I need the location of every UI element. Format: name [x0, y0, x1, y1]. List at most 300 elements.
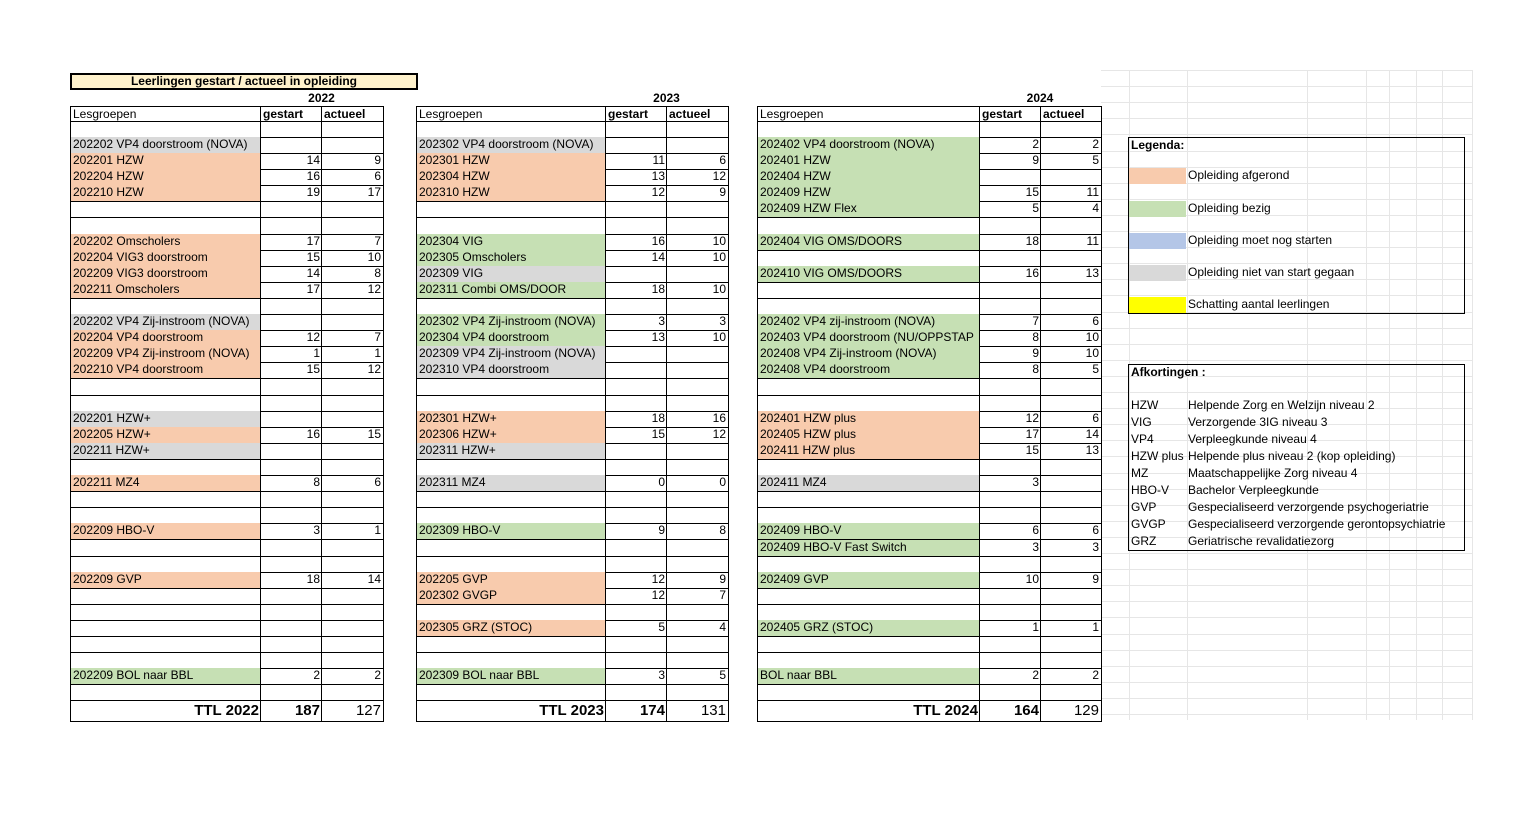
empty-cell — [260, 298, 322, 315]
gestart-cell — [605, 266, 667, 283]
gestart-cell: 16 — [979, 266, 1041, 283]
empty-cell — [260, 395, 322, 412]
actueel-cell: 10 — [1040, 330, 1102, 347]
abbr-meaning: Maatschappelijke Zorg niveau 4 — [1188, 466, 1358, 480]
grid-row-line — [1101, 360, 1473, 361]
grid-row-line — [1101, 617, 1473, 618]
year-header: 2023 — [653, 91, 680, 105]
gestart-cell: 12 — [260, 330, 322, 347]
gestart-cell — [260, 314, 322, 331]
empty-cell — [979, 121, 1041, 138]
empty-cell — [757, 395, 980, 412]
empty-cell — [605, 636, 667, 653]
sheet-title: Leerlingen gestart / actueel in opleiding — [70, 73, 418, 90]
grid-row-line — [1101, 569, 1473, 570]
empty-cell — [321, 201, 384, 218]
lesgroep-cell: 202305 GRZ (STOC) — [416, 620, 606, 637]
actueel-cell: 1 — [321, 346, 384, 363]
gestart-cell — [260, 443, 322, 460]
empty-cell — [70, 636, 261, 653]
empty-cell — [321, 379, 384, 396]
empty-cell — [757, 250, 980, 267]
empty-cell — [321, 604, 384, 621]
grid-row-line — [1101, 714, 1473, 715]
empty-cell — [666, 218, 729, 235]
year-header: 2022 — [308, 91, 335, 105]
empty-cell — [1040, 507, 1102, 524]
empty-cell — [605, 298, 667, 315]
gestart-cell: 3 — [979, 475, 1041, 492]
gestart-cell — [605, 362, 667, 379]
legend-label: Opleiding niet van start gegaan — [1188, 265, 1355, 279]
lesgroep-cell: 202402 VP4 zij-instroom (NOVA) — [757, 314, 980, 331]
empty-cell — [260, 507, 322, 524]
abbr-code: GRZ — [1131, 534, 1157, 548]
lesgroep-cell: 202202 VP4 doorstroom (NOVA) — [70, 137, 261, 154]
actueel-cell: 10 — [666, 330, 729, 347]
lesgroep-cell: 202409 HZW Flex — [757, 201, 980, 218]
actueel-cell — [321, 411, 384, 428]
empty-cell — [1040, 588, 1102, 605]
actueel-cell: 12 — [666, 427, 729, 444]
empty-cell — [757, 379, 980, 396]
lesgroep-cell: 202311 HZW+ — [416, 443, 606, 460]
gestart-cell: 14 — [260, 153, 322, 170]
empty-cell — [416, 459, 606, 476]
lesgroep-cell: 202310 VP4 doorstroom — [416, 362, 606, 379]
gestart-cell: 8 — [260, 475, 322, 492]
empty-cell — [416, 556, 606, 573]
empty-cell — [757, 652, 980, 669]
lesgroep-cell: 202202 VP4 Zij-instroom (NOVA) — [70, 314, 261, 331]
gestart-cell: 12 — [605, 185, 667, 202]
gestart-cell: 8 — [979, 330, 1041, 347]
actueel-cell: 10 — [666, 282, 729, 299]
empty-cell — [321, 218, 384, 235]
gestart-cell: 14 — [260, 266, 322, 283]
lesgroep-cell: 202309 HBO-V — [416, 523, 606, 540]
abbr-meaning: Helpende Zorg en Welzijn niveau 2 — [1188, 398, 1375, 412]
legend-swatch — [1129, 297, 1186, 313]
actueel-cell: 8 — [666, 523, 729, 540]
lesgroep-cell: 202309 VP4 Zij-instroom (NOVA) — [416, 346, 606, 363]
total-actueel: 131 — [666, 701, 729, 722]
empty-cell — [260, 684, 322, 701]
gestart-cell: 13 — [605, 169, 667, 186]
empty-cell — [1040, 379, 1102, 396]
lesgroep-cell: 202411 HZW plus — [757, 443, 980, 460]
empty-cell — [979, 459, 1041, 476]
empty-cell — [321, 652, 384, 669]
grid-row-line — [1101, 698, 1473, 699]
empty-cell — [70, 684, 261, 701]
empty-cell — [70, 540, 261, 557]
gestart-cell — [979, 169, 1041, 186]
gestart-cell: 3 — [605, 314, 667, 331]
empty-cell — [666, 684, 729, 701]
actueel-cell — [321, 137, 384, 154]
abbr-code: VIG — [1131, 415, 1152, 429]
empty-cell — [757, 556, 980, 573]
empty-cell — [70, 379, 261, 396]
gestart-cell: 0 — [605, 475, 667, 492]
legend-swatch — [1129, 265, 1186, 281]
lesgroep-cell: 202409 HBO-V Fast Switch — [757, 540, 980, 557]
actueel-cell — [1040, 475, 1102, 492]
actueel-cell: 17 — [321, 185, 384, 202]
actueel-cell: 9 — [1040, 572, 1102, 589]
total-label: TTL 2022 — [70, 701, 261, 722]
empty-cell — [605, 556, 667, 573]
empty-cell — [260, 556, 322, 573]
empty-cell — [757, 588, 980, 605]
empty-cell — [416, 636, 606, 653]
lesgroep-cell: 202411 MZ4 — [757, 475, 980, 492]
lesgroep-cell: 202311 Combi OMS/DOOR — [416, 282, 606, 299]
actueel-cell: 6 — [666, 153, 729, 170]
empty-cell — [260, 652, 322, 669]
gestart-cell: 15 — [260, 362, 322, 379]
gestart-cell: 15 — [979, 443, 1041, 460]
gestart-cell: 17 — [260, 282, 322, 299]
actueel-cell — [321, 443, 384, 460]
empty-cell — [757, 491, 980, 508]
grid-row-line — [1101, 553, 1473, 554]
actueel-cell: 14 — [321, 572, 384, 589]
actueel-cell — [666, 266, 729, 283]
lesgroep-cell: 202302 GVGP — [416, 588, 606, 605]
legend-label: Schatting aantal leerlingen — [1188, 297, 1330, 311]
empty-cell — [321, 620, 384, 637]
empty-cell — [321, 298, 384, 315]
lesgroep-cell: 202210 VP4 doorstroom — [70, 362, 261, 379]
lesgroep-cell: 202204 HZW — [70, 169, 261, 186]
gestart-cell — [260, 137, 322, 154]
actueel-cell: 8 — [321, 266, 384, 283]
actueel-cell — [1040, 169, 1102, 186]
grid-row-line — [1101, 650, 1473, 651]
gestart-cell: 6 — [979, 523, 1041, 540]
year-header: 2024 — [1026, 91, 1054, 105]
empty-cell — [605, 652, 667, 669]
empty-cell — [979, 556, 1041, 573]
lesgroep-cell: 202304 VP4 doorstroom — [416, 330, 606, 347]
actueel-cell: 11 — [1040, 234, 1102, 251]
gestart-cell: 3 — [605, 668, 667, 685]
actueel-cell: 9 — [321, 153, 384, 170]
actueel-cell — [666, 346, 729, 363]
grid-row-line — [1101, 118, 1473, 119]
empty-cell — [70, 491, 261, 508]
gestart-cell: 7 — [979, 314, 1041, 331]
empty-cell — [666, 379, 729, 396]
total-actueel: 127 — [321, 701, 384, 722]
abbr-code: HZW — [1131, 398, 1159, 412]
empty-cell — [416, 395, 606, 412]
empty-cell — [666, 636, 729, 653]
lesgroep-cell: 202211 Omscholers — [70, 282, 261, 299]
empty-cell — [979, 395, 1041, 412]
empty-cell — [757, 604, 980, 621]
abbr-code: HBO-V — [1131, 483, 1170, 497]
actueel-cell — [666, 362, 729, 379]
abbr-meaning: Geriatrische revalidatiezorg — [1188, 534, 1335, 548]
actueel-cell: 6 — [1040, 523, 1102, 540]
actueel-cell: 6 — [1040, 314, 1102, 331]
empty-cell — [605, 218, 667, 235]
lesgroep-cell: 202209 HBO-V — [70, 523, 261, 540]
empty-cell — [979, 684, 1041, 701]
empty-cell — [260, 540, 322, 557]
gestart-cell: 15 — [605, 427, 667, 444]
grid-row-line — [1101, 344, 1473, 345]
empty-cell — [979, 282, 1041, 299]
gestart-cell: 19 — [260, 185, 322, 202]
empty-cell — [70, 395, 261, 412]
lesgroep-cell: 202301 HZW — [416, 153, 606, 170]
actueel-cell: 12 — [666, 169, 729, 186]
empty-cell — [979, 604, 1041, 621]
actueel-cell: 9 — [666, 572, 729, 589]
empty-cell — [1040, 684, 1102, 701]
lesgroep-cell: 202409 HBO-V — [757, 523, 980, 540]
actueel-cell: 2 — [1040, 668, 1102, 685]
actueel-cell: 12 — [321, 362, 384, 379]
empty-cell — [605, 507, 667, 524]
lesgroep-cell: 202405 GRZ (STOC) — [757, 620, 980, 637]
empty-cell — [666, 395, 729, 412]
col-header-gestart: gestart — [979, 106, 1041, 122]
empty-cell — [1040, 652, 1102, 669]
actueel-cell — [666, 443, 729, 460]
col-header-lesgroepen: Lesgroepen — [70, 106, 261, 122]
gestart-cell: 12 — [605, 588, 667, 605]
grid-row-line — [1101, 585, 1473, 586]
gestart-cell: 8 — [979, 362, 1041, 379]
gestart-cell — [605, 346, 667, 363]
legend-label: Opleiding moet nog starten — [1188, 233, 1333, 247]
lesgroep-cell: 202311 MZ4 — [416, 475, 606, 492]
empty-cell — [757, 507, 980, 524]
abbr-meaning: Verpleegkunde niveau 4 — [1188, 432, 1317, 446]
lesgroep-cell: 202209 GVP — [70, 572, 261, 589]
empty-cell — [416, 121, 606, 138]
gestart-cell — [605, 443, 667, 460]
empty-cell — [260, 201, 322, 218]
actueel-cell: 6 — [1040, 411, 1102, 428]
empty-cell — [1040, 395, 1102, 412]
empty-cell — [979, 491, 1041, 508]
lesgroep-cell: 202209 BOL naar BBL — [70, 668, 261, 685]
gestart-cell: 18 — [605, 282, 667, 299]
abbr-meaning: Helpende plus niveau 2 (kop opleiding) — [1188, 449, 1396, 463]
lesgroep-cell: 202210 HZW — [70, 185, 261, 202]
lesgroep-cell: 202403 VP4 doorstroom (NU/OPPSTAP — [757, 330, 980, 347]
lesgroep-cell: BOL naar BBL — [757, 668, 980, 685]
total-label: TTL 2024 — [757, 701, 980, 722]
actueel-cell: 6 — [321, 169, 384, 186]
actueel-cell: 1 — [321, 523, 384, 540]
gestart-cell: 3 — [260, 523, 322, 540]
gestart-cell: 14 — [605, 250, 667, 267]
legend-label: Opleiding bezig — [1188, 201, 1271, 215]
empty-cell — [321, 491, 384, 508]
grid-row-line — [1101, 682, 1473, 683]
empty-cell — [605, 491, 667, 508]
actueel-cell: 0 — [666, 475, 729, 492]
actueel-cell: 1 — [1040, 620, 1102, 637]
actueel-cell: 10 — [666, 234, 729, 251]
empty-cell — [605, 121, 667, 138]
empty-cell — [416, 684, 606, 701]
empty-cell — [666, 491, 729, 508]
actueel-cell: 11 — [1040, 185, 1102, 202]
grid-row-line — [1101, 666, 1473, 667]
empty-cell — [416, 540, 606, 557]
legend-swatch — [1129, 233, 1186, 249]
gestart-cell: 9 — [979, 346, 1041, 363]
actueel-cell: 13 — [1040, 443, 1102, 460]
empty-cell — [70, 507, 261, 524]
lesgroep-cell: 202301 HZW+ — [416, 411, 606, 428]
actueel-cell — [321, 314, 384, 331]
lesgroep-cell: 202304 HZW — [416, 169, 606, 186]
actueel-cell: 10 — [666, 250, 729, 267]
lesgroep-cell: 202305 Omscholers — [416, 250, 606, 267]
empty-cell — [1040, 250, 1102, 267]
lesgroep-cell: 202209 VP4 Zij-instroom (NOVA) — [70, 346, 261, 363]
empty-cell — [1040, 121, 1102, 138]
actueel-cell: 6 — [321, 475, 384, 492]
empty-cell — [666, 298, 729, 315]
actueel-cell: 2 — [321, 668, 384, 685]
actueel-cell: 14 — [1040, 427, 1102, 444]
gestart-cell: 5 — [979, 201, 1041, 218]
empty-cell — [979, 379, 1041, 396]
empty-cell — [321, 556, 384, 573]
actueel-cell: 10 — [1040, 346, 1102, 363]
abbr-code: HZW plus — [1131, 449, 1184, 463]
lesgroep-cell: 202402 VP4 doorstroom (NOVA) — [757, 137, 980, 154]
empty-cell — [321, 636, 384, 653]
actueel-cell: 15 — [321, 427, 384, 444]
empty-cell — [979, 652, 1041, 669]
empty-cell — [70, 459, 261, 476]
col-header-actueel: actueel — [321, 106, 384, 122]
col-header-gestart: gestart — [605, 106, 667, 122]
gestart-cell: 13 — [605, 330, 667, 347]
empty-cell — [321, 684, 384, 701]
total-label: TTL 2023 — [416, 701, 606, 722]
empty-cell — [321, 540, 384, 557]
empty-cell — [260, 379, 322, 396]
empty-cell — [605, 684, 667, 701]
lesgroep-cell: 202204 VP4 doorstroom — [70, 330, 261, 347]
gestart-cell: 2 — [979, 668, 1041, 685]
empty-cell — [260, 121, 322, 138]
actueel-cell: 7 — [321, 330, 384, 347]
empty-cell — [605, 379, 667, 396]
empty-cell — [757, 218, 980, 235]
actueel-cell: 4 — [666, 620, 729, 637]
gestart-cell: 16 — [605, 234, 667, 251]
legend-swatch — [1129, 201, 1186, 217]
abbr-meaning: Gespecialiseerd verzorgende gerontopsychiatrie — [1188, 517, 1446, 531]
legend-swatch — [1129, 168, 1186, 184]
empty-cell — [70, 588, 261, 605]
lesgroep-cell: 202404 HZW — [757, 169, 980, 186]
actueel-cell: 4 — [1040, 201, 1102, 218]
gestart-cell: 1 — [979, 620, 1041, 637]
gestart-cell: 12 — [605, 572, 667, 589]
abbr-title: Afkortingen : — [1128, 364, 1465, 381]
empty-cell — [979, 588, 1041, 605]
empty-cell — [416, 491, 606, 508]
col-header-actueel: actueel — [666, 106, 729, 122]
abbr-code: GVP — [1131, 500, 1157, 514]
empty-cell — [321, 507, 384, 524]
lesgroep-cell: 202211 HZW+ — [70, 443, 261, 460]
empty-cell — [666, 540, 729, 557]
empty-cell — [416, 507, 606, 524]
empty-cell — [70, 121, 261, 138]
empty-cell — [605, 395, 667, 412]
empty-cell — [757, 282, 980, 299]
empty-cell — [979, 507, 1041, 524]
empty-cell — [666, 459, 729, 476]
col-header-lesgroepen: Lesgroepen — [416, 106, 606, 122]
lesgroep-cell: 202211 MZ4 — [70, 475, 261, 492]
empty-cell — [979, 250, 1041, 267]
empty-cell — [416, 604, 606, 621]
empty-cell — [757, 298, 980, 315]
empty-cell — [1040, 636, 1102, 653]
actueel-cell — [666, 137, 729, 154]
empty-cell — [605, 540, 667, 557]
total-gestart: 164 — [979, 701, 1041, 722]
actueel-cell: 3 — [666, 314, 729, 331]
empty-cell — [1040, 604, 1102, 621]
actueel-cell: 5 — [666, 668, 729, 685]
empty-cell — [260, 491, 322, 508]
lesgroep-cell: 202405 HZW plus — [757, 427, 980, 444]
abbr-meaning: Bachelor Verpleegkunde — [1188, 483, 1319, 497]
empty-cell — [666, 556, 729, 573]
empty-cell — [1040, 491, 1102, 508]
lesgroep-cell: 202205 GVP — [416, 572, 606, 589]
gestart-cell: 11 — [605, 153, 667, 170]
empty-cell — [416, 379, 606, 396]
gestart-cell: 12 — [979, 411, 1041, 428]
gestart-cell: 18 — [260, 572, 322, 589]
col-header-gestart: gestart — [260, 106, 322, 122]
gestart-cell: 1 — [260, 346, 322, 363]
empty-cell — [70, 604, 261, 621]
actueel-cell: 16 — [666, 411, 729, 428]
actueel-cell: 5 — [1040, 153, 1102, 170]
empty-cell — [416, 298, 606, 315]
empty-cell — [666, 507, 729, 524]
empty-cell — [321, 121, 384, 138]
lesgroep-cell: 202201 HZW — [70, 153, 261, 170]
col-header-lesgroepen: Lesgroepen — [757, 106, 980, 122]
empty-cell — [1040, 218, 1102, 235]
gestart-cell — [605, 137, 667, 154]
lesgroep-cell: 202302 VP4 Zij-instroom (NOVA) — [416, 314, 606, 331]
empty-cell — [605, 604, 667, 621]
actueel-cell: 2 — [1040, 137, 1102, 154]
legend-label: Opleiding afgerond — [1188, 168, 1290, 182]
